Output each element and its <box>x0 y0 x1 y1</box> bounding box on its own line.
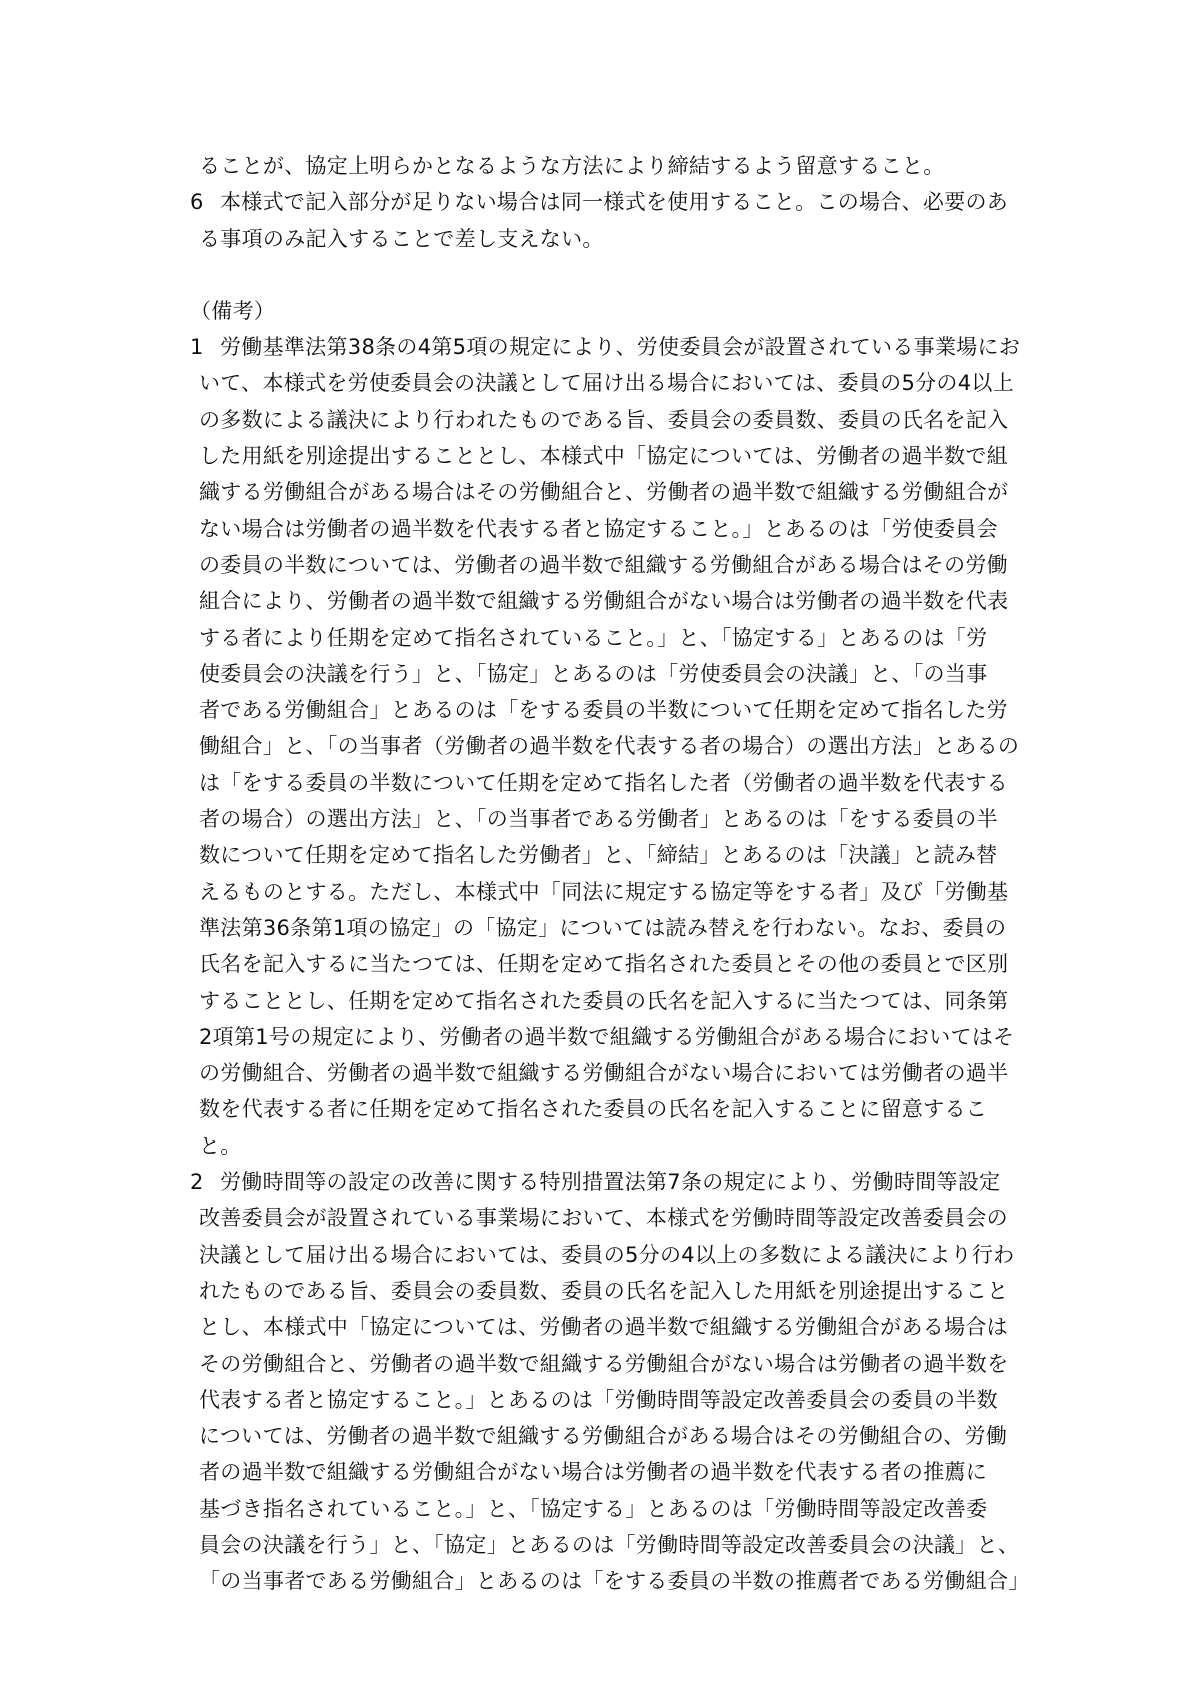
remark1-line: 数を代表する者に任期を定めて指名された委員の氏名を記入することに留意するこ <box>199 1097 988 1122</box>
remark1-line: する者により任期を定めて指名されていること。」と、「協定する」とあるのは「労 <box>199 625 988 650</box>
remark1-line: 氏名を記入するに当たつては、任期を定めて指名された委員とその他の委員とで区別 <box>199 952 1009 977</box>
remark1-line: 者の場合）の選出方法」と、「の当事者である労働者」とあるのは「をする委員の半 <box>199 807 998 832</box>
remark1-line: 働組合」と、「の当事者（労働者の過半数を代表する者の場合）の選出方法」とあるの <box>199 734 1020 759</box>
remark1-number: 1 <box>190 335 204 360</box>
remark2-line: 改善委員会が設置されている事業場において、本様式を労働時間等設定改善委員会の <box>199 1206 1008 1231</box>
remark1-line: 2項第1号の規定により、労働者の過半数で組織する労働組合がある場合においてはそ <box>199 1024 1015 1049</box>
remark1-line: ない場合は労働者の過半数を代表する者と協定すること。」とあるのは「労使委員会 <box>199 516 998 541</box>
remark1-line: の委員の半数については、労働者の過半数で組織する労働組合がある場合はその労働 <box>199 552 1008 577</box>
note6-number: 6 <box>190 190 204 215</box>
note5-continuation: ることが、協定上明らかとなるような方法により締結するよう留意すること。 <box>199 154 945 178</box>
remark2-line: 「の当事者である労働組合」とあるのは「をする委員の半数の推薦者である労働組合」 <box>199 1569 1030 1594</box>
remark1-line: した用紙を別途提出することとし、本様式中「協定については、労働者の過半数で組 <box>199 444 1008 469</box>
remark1-line: 使委員会の決議を行う」と、「協定」とあるのは「労使委員会の決議」と、「の当事 <box>199 661 988 686</box>
remark2-line: 労働時間等の設定の改善に関する特別措置法第7条の規定により、労働時間等設定 <box>220 1170 1001 1195</box>
note6-line: る事項のみ記入することで差し支えない。 <box>199 226 604 251</box>
remark2-number: 2 <box>190 1170 204 1195</box>
remark1-line: いて、本様式を労使委員会の決議として届け出る場合においては、委員の5分の4以上 <box>199 371 1014 396</box>
remark1-line: 者である労働組合」とあるのは「をする委員の半数について任期を定めて指名した労 <box>199 698 1008 723</box>
remark1-line: は「をする委員の半数について任期を定めて指名した者（労働者の過半数を代表する <box>199 770 1008 795</box>
remark1-line: 織する労働組合がある場合はその労働組合と、労働者の過半数で組織する労働組合が <box>199 480 1009 505</box>
remarks-heading: （備考） <box>190 298 276 323</box>
remark2-line: 代表する者と協定すること。」とあるのは「労働時間等設定改善委員会の委員の半数 <box>199 1387 998 1412</box>
remark1-line: と。 <box>199 1133 242 1158</box>
remark1-line: 準法第36条第1項の協定」の「協定」については読み替えを行わない。なお、委員の <box>199 915 1007 940</box>
remark2-line: れたものである旨、委員会の委員数、委員の氏名を記入した用紙を別途提出すること <box>199 1278 1009 1303</box>
remark1-first-line <box>190 329 1181 365</box>
remark1-line: 組合により、労働者の過半数で組織する労働組合がない場合は労働者の過半数を代表 <box>199 589 1009 614</box>
remark1-line: 数について任期を定めて指名した労働者」と、「締結」とあるのは「決議」と読み替 <box>199 843 998 868</box>
remark1-line: することとし、任期を定めて指名された委員の氏名を記入するに当たつては、同条第 <box>199 988 1009 1013</box>
remark2-line: 基づき指名されていること。」と、「協定する」とあるのは「労働時間等設定改善委 <box>199 1496 988 1521</box>
remark2-line: 員会の決議を行う」と、「協定」とあるのは「労働時間等設定改善委員会の決議」と、 <box>199 1532 1020 1557</box>
remark2-line: その労働組合と、労働者の過半数で組織する労働組合がない場合は労働者の過半数を <box>199 1351 1009 1376</box>
remark1-line: えるものとする。ただし、本様式中「同法に規定する協定等をする者」及び「労働基 <box>199 879 1009 904</box>
remark2-line: 決議として届け出る場合においては、委員の5分の4以上の多数による議決により行わ <box>199 1242 1015 1267</box>
remark1-line: の労働組合、労働者の過半数で組織する労働組合がない場合においては労働者の過半 <box>199 1061 1009 1086</box>
note6-line: 本様式で記入部分が足りない場合は同一様式を使用すること。この場合、必要のあ <box>220 190 1009 215</box>
remark1-line: の多数による議決により行われたものである旨、委員会の委員数、委員の氏名を記入 <box>199 407 1009 432</box>
remark2-first-line <box>190 1164 1181 1200</box>
remark2-line: については、労働者の過半数で組織する労働組合がある場合はその労働組合の、労働 <box>199 1424 1008 1449</box>
note6-first-line <box>190 184 1181 220</box>
remark2-line: とし、本様式中「協定については、労働者の過半数で組織する労働組合がある場合は <box>199 1315 1008 1340</box>
remark1-line: 労働基準法第38条の4第5項の規定により、労使委員会が設置されている事業場にお <box>220 335 1021 360</box>
blank-line <box>190 257 1181 293</box>
remark2-line: 者の過半数で組織する労働組合がない場合は労働者の過半数を代表する者の推薦に <box>199 1460 988 1485</box>
